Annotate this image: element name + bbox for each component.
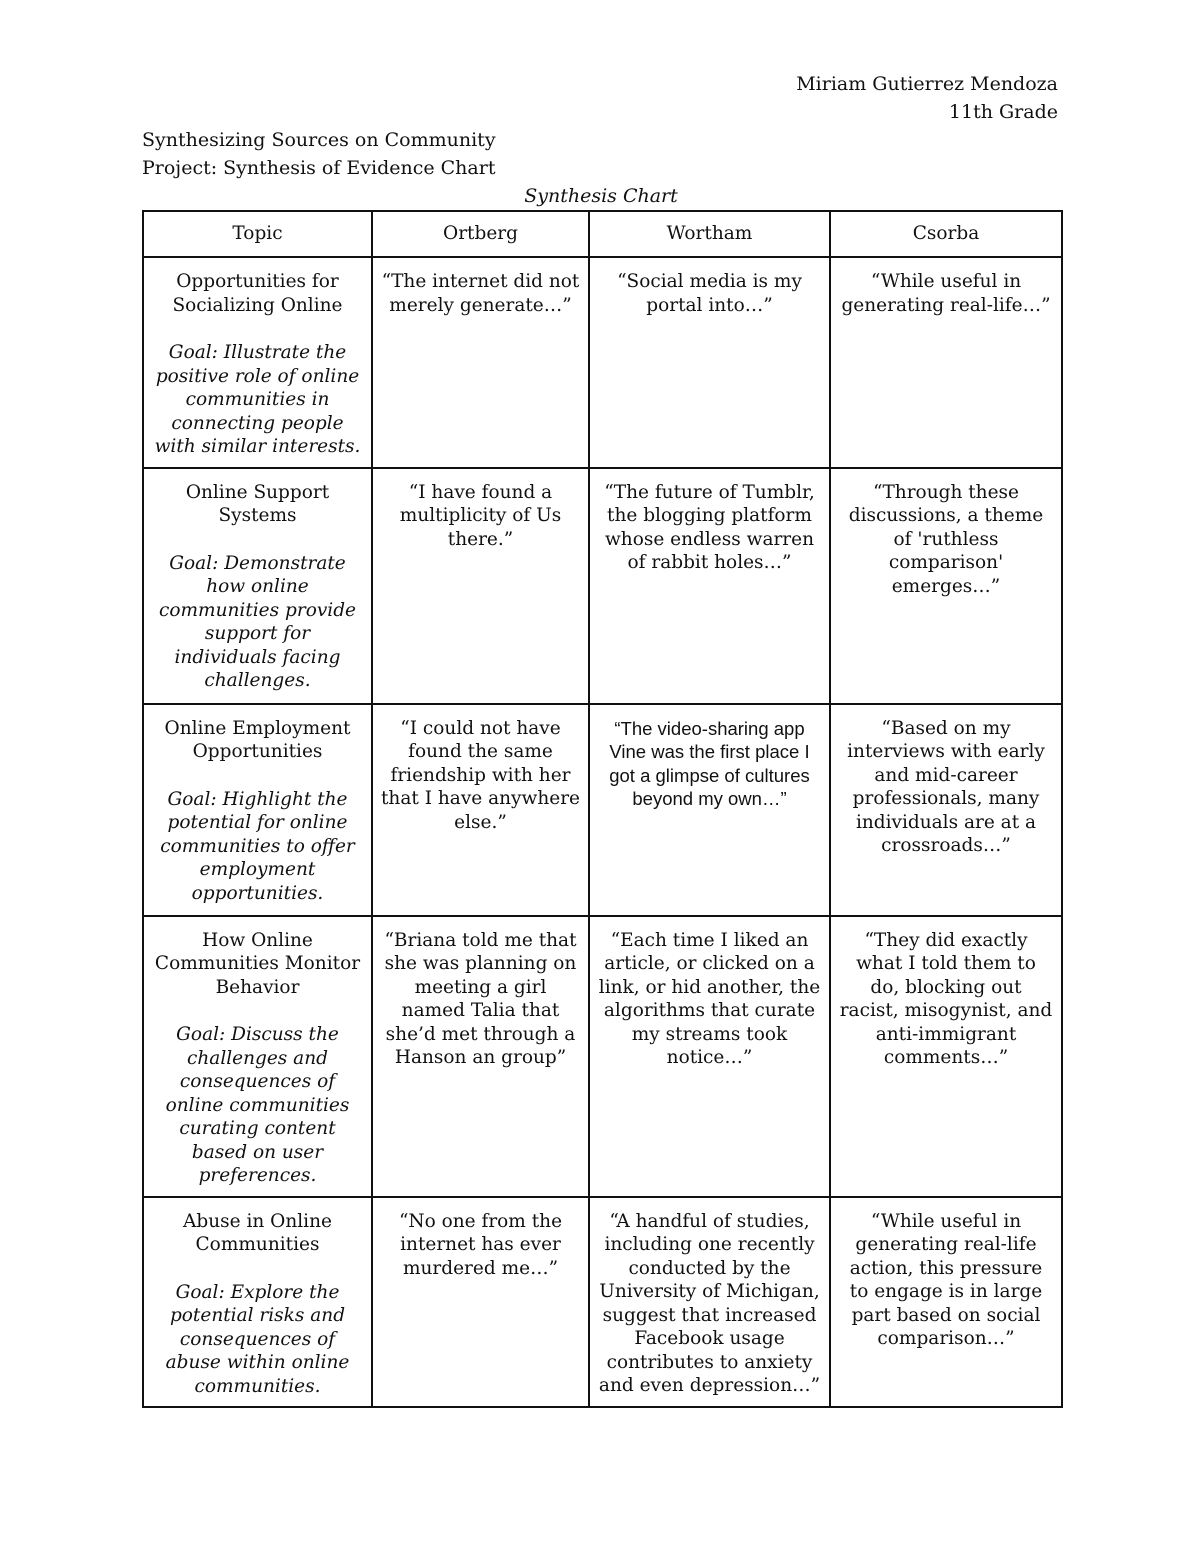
csorba-quote: “While useful in generating real-life…” bbox=[830, 257, 1062, 468]
assignment-heading bbox=[142, 126, 496, 182]
column-header-topic: Topic bbox=[143, 211, 372, 257]
ortberg-quote: “The internet did not merely generate…” bbox=[372, 257, 589, 468]
topic-goal: Goal: Illustrate the positive role of online communities in connecting people with similar interests. bbox=[154, 342, 361, 457]
table-row bbox=[143, 257, 1062, 468]
topic-goal: Goal: Discuss the challenges and consequences of online communities curating content based on user preferences. bbox=[165, 1024, 350, 1186]
topic-name: How Online Communities Monitor Behavior bbox=[154, 929, 361, 998]
csorba-quote: “While useful in generating real-life action, this pressure to engage is in large part based on social comparison…” bbox=[830, 1197, 1062, 1408]
topic-name: Online Employment Opportunities bbox=[164, 717, 351, 762]
ortberg-quote: “I have found a multiplicity of Us there.” bbox=[372, 468, 589, 704]
wortham-quote: “Each time I liked an article, or clicked on a link, or hid another, the algorithms that curate my streams took notice…” bbox=[589, 916, 830, 1197]
topic-cell bbox=[143, 257, 372, 468]
course-title: Synthesizing Sources on Community bbox=[142, 129, 496, 151]
ortberg-quote: “I could not have found the same friendship with her that I have anywhere else.” bbox=[372, 704, 589, 916]
table-row bbox=[143, 468, 1062, 704]
topic-goal: Goal: Highlight the potential for online communities to offer employment opportunities. bbox=[160, 788, 355, 904]
topic-name: Online Support Systems bbox=[185, 481, 330, 526]
csorba-quote: “Based on my interviews with early and mid-career professionals, many individuals are at a crossroads…” bbox=[830, 704, 1062, 916]
grade-level: 11th Grade bbox=[948, 101, 1058, 123]
topic-cell bbox=[143, 468, 372, 704]
table-row bbox=[143, 1197, 1062, 1408]
author-block bbox=[796, 70, 1058, 126]
topic-goal: Goal: Explore the potential risks and consequences of abuse within online communities. bbox=[165, 1281, 350, 1397]
ortberg-quote: “No one from the internet has ever murdered me…” bbox=[372, 1197, 589, 1408]
wortham-quote: “The video-sharing app Vine was the first place I got a glimpse of cultures beyond my own…” bbox=[589, 704, 830, 916]
table-row bbox=[143, 704, 1062, 916]
topic-name: Opportunities for Socializing Online bbox=[172, 271, 343, 316]
wortham-quote: “The future of Tumblr, the blogging platform whose endless warren of rabbit holes…” bbox=[589, 468, 830, 704]
table-row bbox=[143, 916, 1062, 1197]
topic-cell bbox=[143, 916, 372, 1197]
topic-name: Abuse in Online Communities bbox=[183, 1210, 332, 1255]
column-header-wortham: Wortham bbox=[589, 211, 830, 257]
topic-cell bbox=[143, 1197, 372, 1408]
topic-cell bbox=[143, 704, 372, 916]
wortham-quote: “Social media is my portal into…” bbox=[589, 257, 830, 468]
wortham-quote: “A handful of studies, including one recently conducted by the University of Michigan, suggest that increased Facebook usage contributes to anxiety and even depression…” bbox=[589, 1197, 830, 1408]
column-header-ortberg: Ortberg bbox=[372, 211, 589, 257]
ortberg-quote: “Briana told me that she was planning on meeting a girl named Talia that she’d met through a Hanson an group” bbox=[372, 916, 589, 1197]
chart-caption: Synthesis Chart bbox=[524, 185, 678, 207]
synthesis-chart-table bbox=[142, 210, 1063, 1408]
csorba-quote: “They did exactly what I told them to do, blocking out racist, misogynist, and anti-immigrant comments…” bbox=[830, 916, 1062, 1197]
column-header-csorba: Csorba bbox=[830, 211, 1062, 257]
author-name: Miriam Gutierrez Mendoza bbox=[796, 73, 1058, 95]
project-title: Project: Synthesis of Evidence Chart bbox=[142, 157, 496, 179]
csorba-quote: “Through these discussions, a theme of 'ruthless comparison' emerges…” bbox=[830, 468, 1062, 704]
table-header-row bbox=[143, 211, 1062, 257]
topic-goal: Goal: Demonstrate how online communities provide support for individuals facing challenges. bbox=[159, 552, 356, 691]
